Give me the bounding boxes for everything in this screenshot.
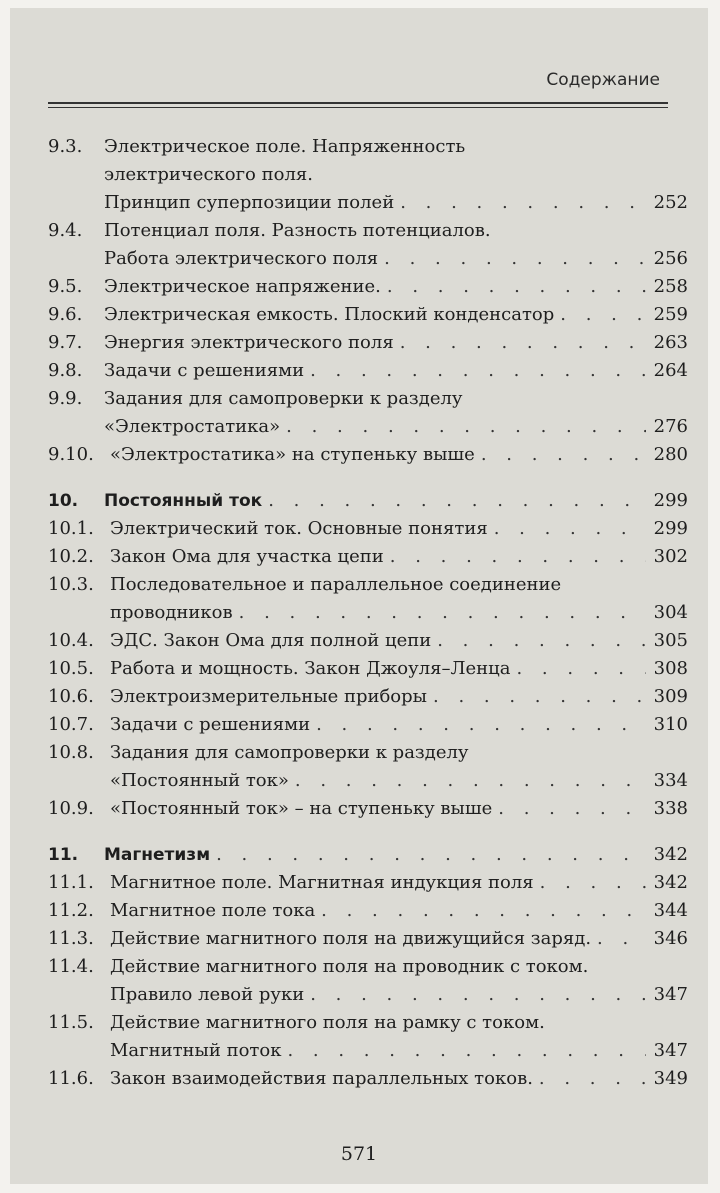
toc-entry[interactable] [48,795,688,823]
toc-entry[interactable] [48,133,688,217]
toc-entry-number: 9.3. [48,136,83,157]
toc-entry[interactable] [48,357,688,385]
chapter-gap [48,823,688,841]
toc-entry-page: 346 [653,928,688,949]
leader-dots [384,245,646,273]
toc-entry-number: 11.6. [48,1068,94,1089]
toc-entry-page: 258 [653,276,688,297]
toc-entry-title: ЭДС. Закон Ома для полной цепи [110,630,432,651]
toc-entry[interactable] [48,841,688,869]
toc-entry-title: Задачи с решениями [110,714,311,735]
toc-entry-title: Магнитный поток [110,1040,282,1061]
toc-entry[interactable] [48,739,688,795]
toc-entry[interactable] [48,953,688,1009]
leader-dots [268,487,646,515]
toc-entry-page: 349 [653,1068,688,1089]
toc-entry-number: 9.5. [48,276,83,297]
toc-entry-title: Электрическое поле. Напряженность [104,136,466,157]
toc-entry[interactable] [48,869,688,897]
toc-entry-page: 280 [653,444,688,465]
leader-dots [310,981,646,1009]
toc-entry-title: Принцип суперпозиции полей [104,192,395,213]
toc-entry-title: Правило левой руки [110,984,305,1005]
toc-entry-number: 11.2. [48,900,94,921]
toc-entry[interactable] [48,441,688,469]
toc-entry-page: 347 [653,1040,688,1061]
toc-entry-title: Последовательное и параллельное соединение [110,574,562,595]
toc-entry-number: 11.1. [48,872,94,893]
leader-dots [540,869,646,897]
toc-entry-number: 9.8. [48,360,83,381]
leader-dots [400,189,646,217]
toc-entry-title: Действие магнитного поля на движущийся заряд. [110,928,592,949]
toc-entry-title: Энергия электрического поля [104,332,394,353]
toc-entry-title: Магнитное поле. Магнитная индукция поля [110,872,534,893]
leader-dots [287,1037,646,1065]
leader-dots [516,655,646,683]
toc-entry-page: 256 [653,248,688,269]
toc-entry-title: Действие магнитного поля на рамку с током. [110,1012,545,1033]
toc-entry-number: 10.8. [48,742,94,763]
toc-entry-page: 276 [653,416,688,437]
toc-entry-page: 305 [653,630,688,651]
toc-entry-number: 9.7. [48,332,83,353]
toc-entry[interactable] [48,385,688,441]
toc-entry-number: 11.5. [48,1012,94,1033]
table-of-contents [48,133,688,1093]
toc-entry-title: Действие магнитного поля на проводник с током. [110,956,589,977]
toc-entry[interactable] [48,1065,688,1093]
toc-entry-number: 10. [48,491,79,511]
toc-entry-number: 10.9. [48,798,94,819]
toc-entry-page: 264 [653,360,688,381]
leader-dots [481,441,646,469]
toc-entry[interactable] [48,925,688,953]
toc-entry-title: Электрическая емкость. Плоский конденсатор [104,304,555,325]
toc-entry-number: 9.9. [48,388,83,409]
toc-entry-page: 304 [653,602,688,623]
leader-dots [390,543,646,571]
toc-entry[interactable] [48,329,688,357]
toc-entry-title: Магнетизм [104,845,211,865]
leader-dots [400,329,646,357]
toc-entry-title: Задания для самопроверки к разделу [104,388,463,409]
toc-entry-page: 334 [653,770,688,791]
toc-entry-number: 11.4. [48,956,94,977]
chapter-gap [48,469,688,487]
leader-dots [239,599,646,627]
toc-entry-number: 10.5. [48,658,94,679]
toc-entry-number: 9.6. [48,304,83,325]
header-rule-thin [48,107,668,108]
toc-entry-title: Магнитное поле тока [110,900,316,921]
toc-entry-page: 263 [653,332,688,353]
leader-dots [310,357,646,385]
toc-entry-title: «Электростатика» [104,416,281,437]
toc-entry-page: 344 [653,900,688,921]
leader-dots [597,925,646,953]
leader-dots [321,897,646,925]
toc-entry-number: 10.2. [48,546,94,567]
toc-entry-title: «Постоянный ток» – на ступеньку выше [110,798,493,819]
toc-entry-title: Потенциал поля. Разность потенциалов. [104,220,491,241]
toc-entry[interactable] [48,543,688,571]
toc-entry-title: Задачи с решениями [104,360,305,381]
toc-entry-page: 342 [653,872,688,893]
toc-entry[interactable] [48,273,688,301]
toc-entry[interactable] [48,571,688,627]
toc-entry-title: «Постоянный ток» [110,770,289,791]
toc-entry-number: 10.7. [48,714,94,735]
leader-dots [437,627,646,655]
toc-entry-page: 342 [653,844,688,865]
toc-entry-number: 10.6. [48,686,94,707]
toc-entry-title: Электрический ток. Основные понятия [110,518,488,539]
toc-entry-title: Постоянный ток [104,491,263,511]
leader-dots [316,711,646,739]
toc-entry-page: 252 [653,192,688,213]
toc-entry-page: 308 [653,658,688,679]
toc-entry-number: 11. [48,845,79,865]
toc-entry-title: Электроизмерительные приборы [110,686,427,707]
toc-entry-title: Закон взаимодействия параллельных токов. [110,1068,533,1089]
toc-entry-page: 338 [653,798,688,819]
leader-dots [295,767,646,795]
toc-entry-page: 299 [653,518,688,539]
book-page [10,8,708,1184]
toc-entry[interactable] [48,627,688,655]
toc-entry[interactable] [48,487,688,515]
leader-dots [286,413,646,441]
toc-entry-title: Работа и мощность. Закон Джоуля–Ленца [110,658,511,679]
toc-entry-page: 259 [653,304,688,325]
leader-dots [494,515,646,543]
toc-entry[interactable] [48,655,688,683]
toc-entry-title: «Электростатика» на ступеньку выше [110,444,475,465]
toc-entry-page: 299 [653,490,688,511]
page-number: 571 [340,1143,378,1165]
toc-entry[interactable] [48,515,688,543]
toc-entry-number: 11.3. [48,928,94,949]
toc-entry[interactable] [48,217,688,273]
toc-entry[interactable] [48,711,688,739]
toc-entry[interactable] [48,1009,688,1065]
toc-entry-title: Закон Ома для участка цепи [110,546,384,567]
toc-entry-page: 310 [653,714,688,735]
leader-dots [216,841,646,869]
toc-entry-page: 309 [653,686,688,707]
toc-entry[interactable] [48,683,688,711]
toc-entry-title: электрического поля. [104,164,313,185]
toc-entry-number: 10.3. [48,574,94,595]
toc-entry-number: 9.10. [48,444,94,465]
toc-entry-page: 302 [653,546,688,567]
leader-dots [387,273,646,301]
toc-entry-title: Задания для самопроверки к разделу [110,742,469,763]
toc-entry-title: Электрическое напряжение. [104,276,381,297]
toc-entry-number: 10.4. [48,630,94,651]
toc-entry[interactable] [48,897,688,925]
leader-dots [560,301,646,329]
toc-entry-number: 10.1. [48,518,94,539]
toc-entry-title: Работа электрического поля [104,248,379,269]
toc-entry-number: 9.4. [48,220,83,241]
header-rule [48,102,668,104]
leader-dots [539,1065,646,1093]
running-header: Содержание [546,70,660,90]
toc-entry-page: 347 [653,984,688,1005]
toc-entry[interactable] [48,301,688,329]
leader-dots [433,683,646,711]
toc-entry-title: проводников [110,602,233,623]
leader-dots [498,795,646,823]
